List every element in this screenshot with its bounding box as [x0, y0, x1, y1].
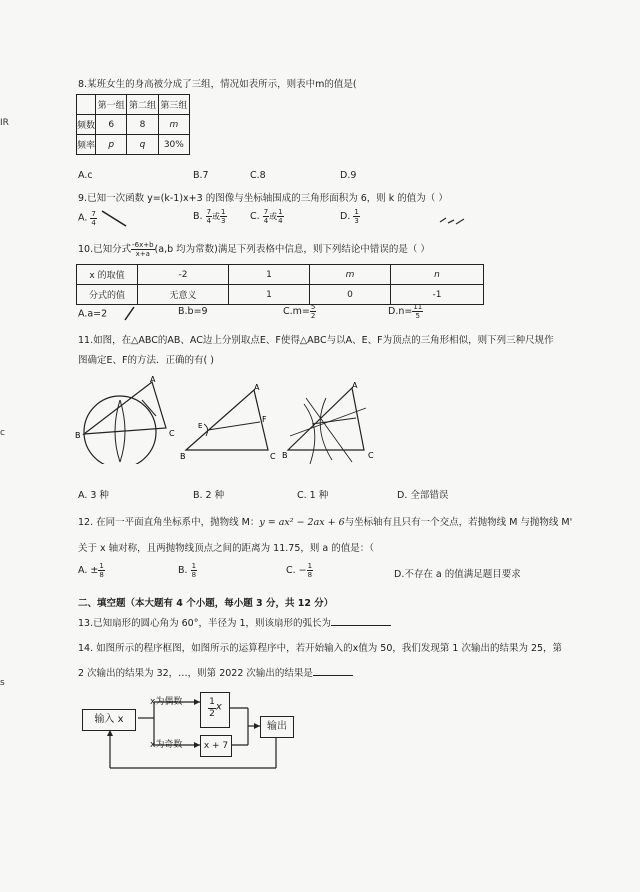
q12-text-line1	[78, 514, 572, 528]
option-label: D.	[340, 211, 351, 222]
q12-option-b	[178, 562, 197, 579]
denominator: 4	[263, 217, 269, 225]
q10-option-c	[283, 303, 316, 320]
table-cell: 频率	[77, 135, 96, 155]
numerator: 1	[191, 562, 197, 570]
fraction	[277, 208, 283, 225]
denominator: 3	[221, 217, 226, 225]
q12-option-a	[78, 562, 105, 579]
table-cell: m	[158, 115, 189, 135]
option-prefix: C.m=	[283, 306, 310, 317]
fraction	[412, 303, 423, 320]
fraction	[353, 208, 359, 225]
construction-arc	[304, 404, 315, 464]
q13-question: 13.已知扇形的圆心角为 60°，半径为 1，则该扇形的弧长为	[78, 618, 332, 629]
table-cell	[77, 95, 96, 115]
table-cell: 频数	[77, 115, 96, 135]
option-prefix: C. −	[286, 565, 307, 576]
q14-text-line1: 14. 如图所示的程序框图，如图所示的运算程序中，若开始输入的x值为 50，我们发现第 1 次输出的结果为 25，第	[78, 643, 563, 654]
denominator: 8	[191, 571, 197, 579]
option-prefix: D.n=	[388, 306, 413, 317]
q11-figure-1	[70, 372, 182, 464]
numerator: 1	[354, 208, 359, 216]
q8-option-b: B.7	[193, 170, 209, 181]
denominator: 4	[91, 218, 96, 227]
q9-option-a	[78, 208, 130, 228]
vertex-label: F	[262, 415, 267, 424]
option-prefix: A. ±	[78, 565, 99, 576]
pen-stroke-mark	[100, 208, 130, 228]
table-cell: 第三组	[158, 95, 189, 115]
q10-option-d	[388, 303, 423, 320]
variable: x	[215, 701, 222, 713]
q10-text-pre: 10.已知分式	[78, 244, 132, 255]
option-prefix: B.	[178, 565, 191, 576]
q11-option-c: C. 1 种	[297, 490, 329, 501]
answer-blank	[331, 625, 391, 626]
fraction	[307, 562, 313, 579]
numerator: -6x+b	[132, 241, 154, 249]
fraction	[191, 562, 197, 579]
table-cell: x 的取值	[77, 265, 138, 285]
q9-option-c	[250, 208, 284, 225]
option-label: B.	[193, 211, 203, 222]
flow-even-operation-box	[200, 692, 230, 728]
q13-text	[78, 615, 391, 629]
table-cell: q	[127, 135, 158, 155]
q11-figure-2	[180, 380, 280, 462]
margin-mark: c	[0, 428, 5, 438]
vertex-label: A	[352, 381, 358, 390]
q11-option-b: B. 2 种	[193, 490, 225, 501]
table-cell: -1	[391, 285, 484, 305]
q11-option-d: D. 全部错误	[397, 490, 449, 501]
q11-option-a: A. 3 种	[78, 490, 109, 501]
q10-text-post: (a,b 均为常数)满足下列表格中信息，则下列结论中错误的是（ ）	[154, 244, 430, 255]
fraction	[310, 303, 316, 320]
q10-option-a	[78, 306, 140, 322]
table-cell: 1	[229, 265, 310, 285]
vertex-label: E	[198, 422, 203, 430]
flow-odd-operation-box: x + 7	[200, 735, 232, 757]
denominator: x+a	[135, 250, 150, 258]
section-heading: 二、填空题（本大题有 4 个小题，每小题 3 分，共 12 分）	[78, 598, 334, 609]
triangle	[186, 390, 268, 450]
vertex-label: B	[75, 431, 81, 440]
flow-output-box: 输出	[260, 716, 294, 738]
vertex-label: B	[180, 452, 186, 461]
option-text: A.a=2	[78, 308, 108, 320]
flow-label-even: x为偶数	[150, 697, 183, 707]
option-prefix: D.	[394, 569, 405, 580]
table-cell: 1	[229, 285, 310, 305]
option-label: C.	[250, 211, 260, 222]
table-cell: 分式的值	[77, 285, 138, 305]
denominator: 5	[415, 312, 421, 320]
q9-text: 9.已知一次函数 y=(k-1)x+3 的图像与坐标轴围成的三角形面积为 6，则 k 的值为（ ）	[78, 193, 448, 204]
q12-text-line2: 关于 x 轴对称，且两抛物线顶点之间的距离为 11.75，则 a 的值是：（	[78, 543, 374, 554]
fraction	[220, 208, 226, 225]
numerator: 11	[413, 303, 423, 311]
margin-mark: s	[0, 678, 5, 688]
construction-line	[290, 408, 366, 436]
q8-option-d: D.9	[340, 170, 357, 181]
q12-option-d	[394, 566, 521, 580]
numerator: 5	[310, 303, 316, 311]
q11-text-line1: 11.如图，在△ABC的AB、AC边上分别取点E、F使得△ABC与以A、E、F为顶点的三角形相似，则下列三种尺规作	[78, 335, 554, 346]
flow-input-box: 输入 x	[82, 709, 136, 731]
denominator: 2	[310, 312, 316, 320]
table-cell: 8	[127, 115, 158, 135]
table-cell: p	[96, 135, 127, 155]
q10-table	[76, 264, 484, 305]
q8-option-a: A.c	[78, 170, 93, 181]
numerator: 7	[263, 208, 269, 216]
scribble-mark	[438, 214, 468, 228]
numerator: 1	[221, 208, 226, 216]
vertex-label: C	[169, 429, 175, 438]
table-cell: 6	[96, 115, 127, 135]
or-word: 或	[212, 212, 221, 221]
q12-option-c	[286, 562, 313, 579]
vertex-label: A	[150, 375, 156, 384]
denominator: 8	[99, 571, 104, 579]
q8-text: 8.某班女生的身高被分成了三组，情况如表所示，则表中m的值是(	[78, 79, 357, 90]
table-cell: n	[391, 265, 484, 285]
numerator: 7	[206, 208, 212, 216]
fraction	[208, 697, 216, 720]
option-text: 不存在 a 的值满足题目要求	[404, 569, 521, 580]
denominator: 2	[209, 709, 215, 719]
q9-option-d	[340, 208, 360, 225]
denominator: 4	[278, 217, 283, 225]
fraction	[98, 562, 104, 579]
vertex-label: C	[368, 451, 374, 460]
fraction	[131, 241, 154, 258]
fraction	[90, 210, 96, 227]
numerator: 1	[99, 562, 104, 570]
segment	[142, 400, 156, 416]
pen-stroke-mark	[120, 306, 140, 322]
denominator: 3	[354, 217, 359, 225]
table-cell: m	[310, 265, 391, 285]
q12-text-pre: 12. 在同一平面直角坐标系中，抛物线 M：	[78, 517, 260, 528]
q11-figure-3	[282, 378, 382, 470]
q12-text-post: 与坐标轴有且只有一个交点，若抛物线 M 与抛物线 M'	[344, 517, 573, 528]
numerator: 1	[307, 562, 313, 570]
construction-arc	[320, 398, 332, 460]
numerator: 7	[91, 209, 96, 218]
vertex-label: A	[254, 383, 260, 392]
table-cell: -2	[138, 265, 229, 285]
q8-table	[76, 94, 190, 155]
margin-mark: IR	[0, 118, 9, 128]
numerator: 1	[209, 697, 215, 707]
q8-option-c: C.8	[250, 170, 266, 181]
table-cell: 0	[310, 285, 391, 305]
q11-text-line2: 图确定E、F的方法．正确的有( )	[78, 355, 214, 366]
vertex-label: B	[282, 451, 288, 460]
vertex-label: C	[270, 452, 276, 461]
table-cell: 第二组	[127, 95, 158, 115]
q10-text	[78, 241, 430, 258]
table-cell: 无意义	[138, 285, 229, 305]
option-label: A.	[78, 212, 88, 224]
or-word: 或	[269, 212, 278, 221]
answer-blank	[313, 675, 353, 676]
numerator: 1	[278, 208, 283, 216]
q10-option-b: B.b=9	[178, 306, 208, 317]
denominator: 8	[307, 571, 313, 579]
q9-option-b	[193, 208, 227, 225]
table-cell: 第一组	[96, 95, 127, 115]
q14-text-line2	[78, 665, 353, 679]
table-cell: 30%	[158, 135, 189, 155]
q12-equation: y = ax² − 2ax + 6	[259, 517, 345, 528]
q14-question: 2 次输出的结果为 32，…，则第 2022 次输出的结果是	[78, 668, 313, 679]
triangle	[288, 388, 364, 450]
denominator: 4	[206, 217, 212, 225]
flow-label-odd: x为奇数	[150, 740, 183, 750]
